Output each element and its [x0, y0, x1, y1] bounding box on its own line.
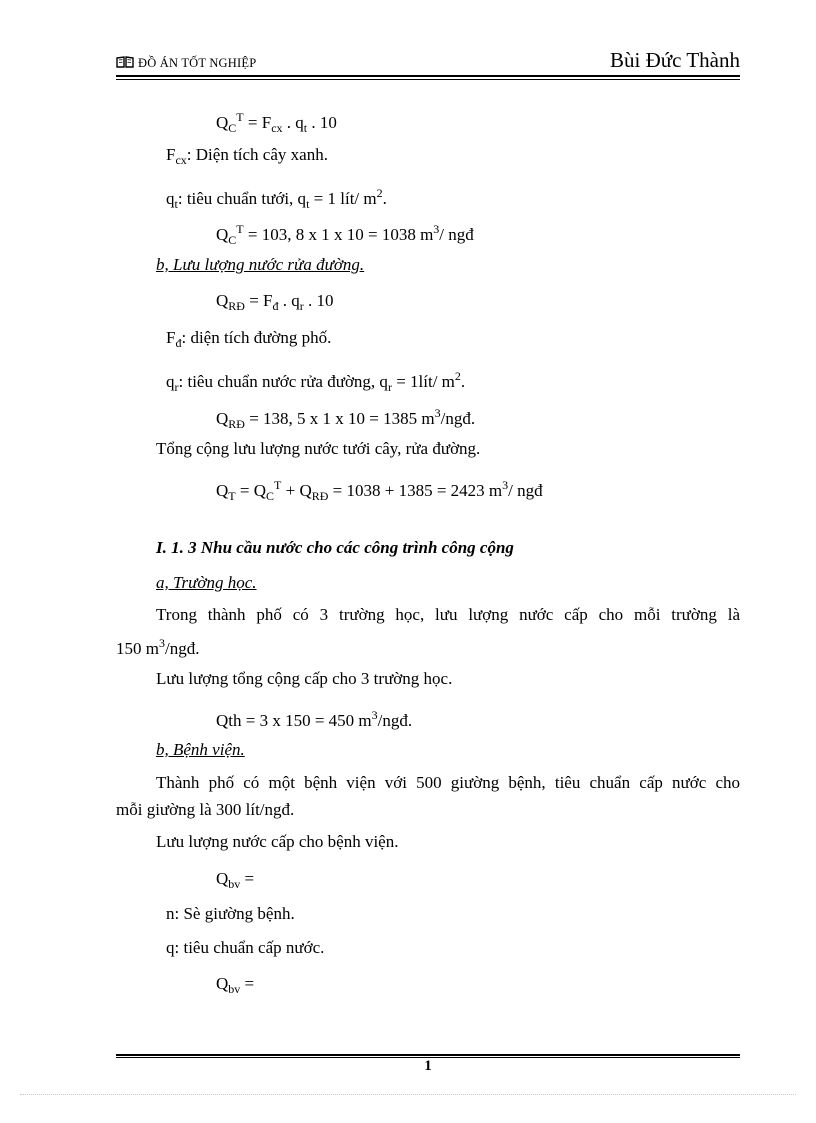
q-definition: q: tiêu chuẩn cấp nước.	[166, 938, 325, 957]
qbv-formula-2: $Q_{bv}$ =	[216, 974, 255, 996]
n-definition: n: Sè giường bệnh.	[166, 904, 295, 923]
section-heading: I. 1. 3 Nhu cầu nước cho các công trình công cộng	[156, 538, 514, 557]
school-paragraph-line1: Trong thành phố có 3 trường học, lưu lượng nước cấp cho mỗi trường là	[156, 605, 740, 624]
qr-definition: $q_r$: tiêu chuẩn nước rửa đường, $q_r$ = 1lít/ $m^2$.	[166, 369, 466, 394]
qrd-formula: $Q_{RĐ} = F_đ$ . $q_r$ . 10	[216, 291, 334, 313]
header-rule	[116, 75, 740, 77]
total-label: Tổng cộng lưu lượng nước tưới cây, rửa đường.	[156, 439, 481, 458]
qbv-formula: $Q_{bv}$ =	[216, 869, 255, 891]
fcx-definition: $F_{cx}$: Diện tích cây xanh.	[166, 145, 328, 167]
header-rule-thin	[116, 79, 740, 80]
school-total-label: Lưu lượng tổng cộng cấp cho 3 trường học.	[156, 669, 453, 688]
heading-hospital: b, Bệnh viện.	[156, 740, 245, 759]
footer-rule	[116, 1054, 740, 1056]
page-bottom-border	[20, 1094, 796, 1095]
hospital-flow-label: Lưu lượng nước cấp cho bệnh viện.	[156, 832, 399, 851]
qc-formula: $Q_C^T = F_{cx}$ . $q_t$ . 10	[216, 110, 337, 135]
page-header	[116, 48, 740, 74]
qc-calculation: $Q_C^T = 103$, 8 x 1 x 10 = 1038 $m^3/$ ngđ	[216, 222, 474, 247]
qrd-calculation: $Q_{RĐ} = 138$, 5 x 1 x 10 = 1385 $m^3$/ngđ.	[216, 406, 476, 431]
header-left	[116, 56, 256, 71]
heading-school: a, Trường học.	[156, 573, 257, 592]
hospital-paragraph-line2: mỗi giường là 300 lít/ngđ.	[116, 800, 295, 819]
qt-definition: $q_t$: tiêu chuẩn tưới, $q_t = 1$ lít/ $m^2$.	[166, 186, 387, 211]
hospital-paragraph-line1: Thành phố có một bệnh viện với 500 giường bệnh, tiêu chuẩn cấp nước cho	[156, 773, 740, 792]
header-title: ĐỒ ÁN TỐT NGHIỆP	[138, 56, 257, 70]
heading-road-wash: b, Lưu lượng nước rửa đường.	[156, 255, 365, 274]
page-number: 1	[424, 1058, 432, 1074]
fd-definition: $F_đ$: diện tích đường phố.	[166, 328, 332, 350]
book-icon	[116, 56, 134, 68]
school-paragraph-line2: 150 $m^3$/ngđ.	[116, 636, 200, 658]
header-author: Bùi Đức Thành	[610, 48, 740, 72]
qth-calculation: Qth = 3 x 150 = 450 $m^3$/ngđ.	[216, 708, 413, 730]
qt-total-formula: $Q_T = Q_C^T + Q_{RĐ} = 1038 + 1385 = 2423$ $m^3/$ ngđ	[216, 478, 543, 503]
